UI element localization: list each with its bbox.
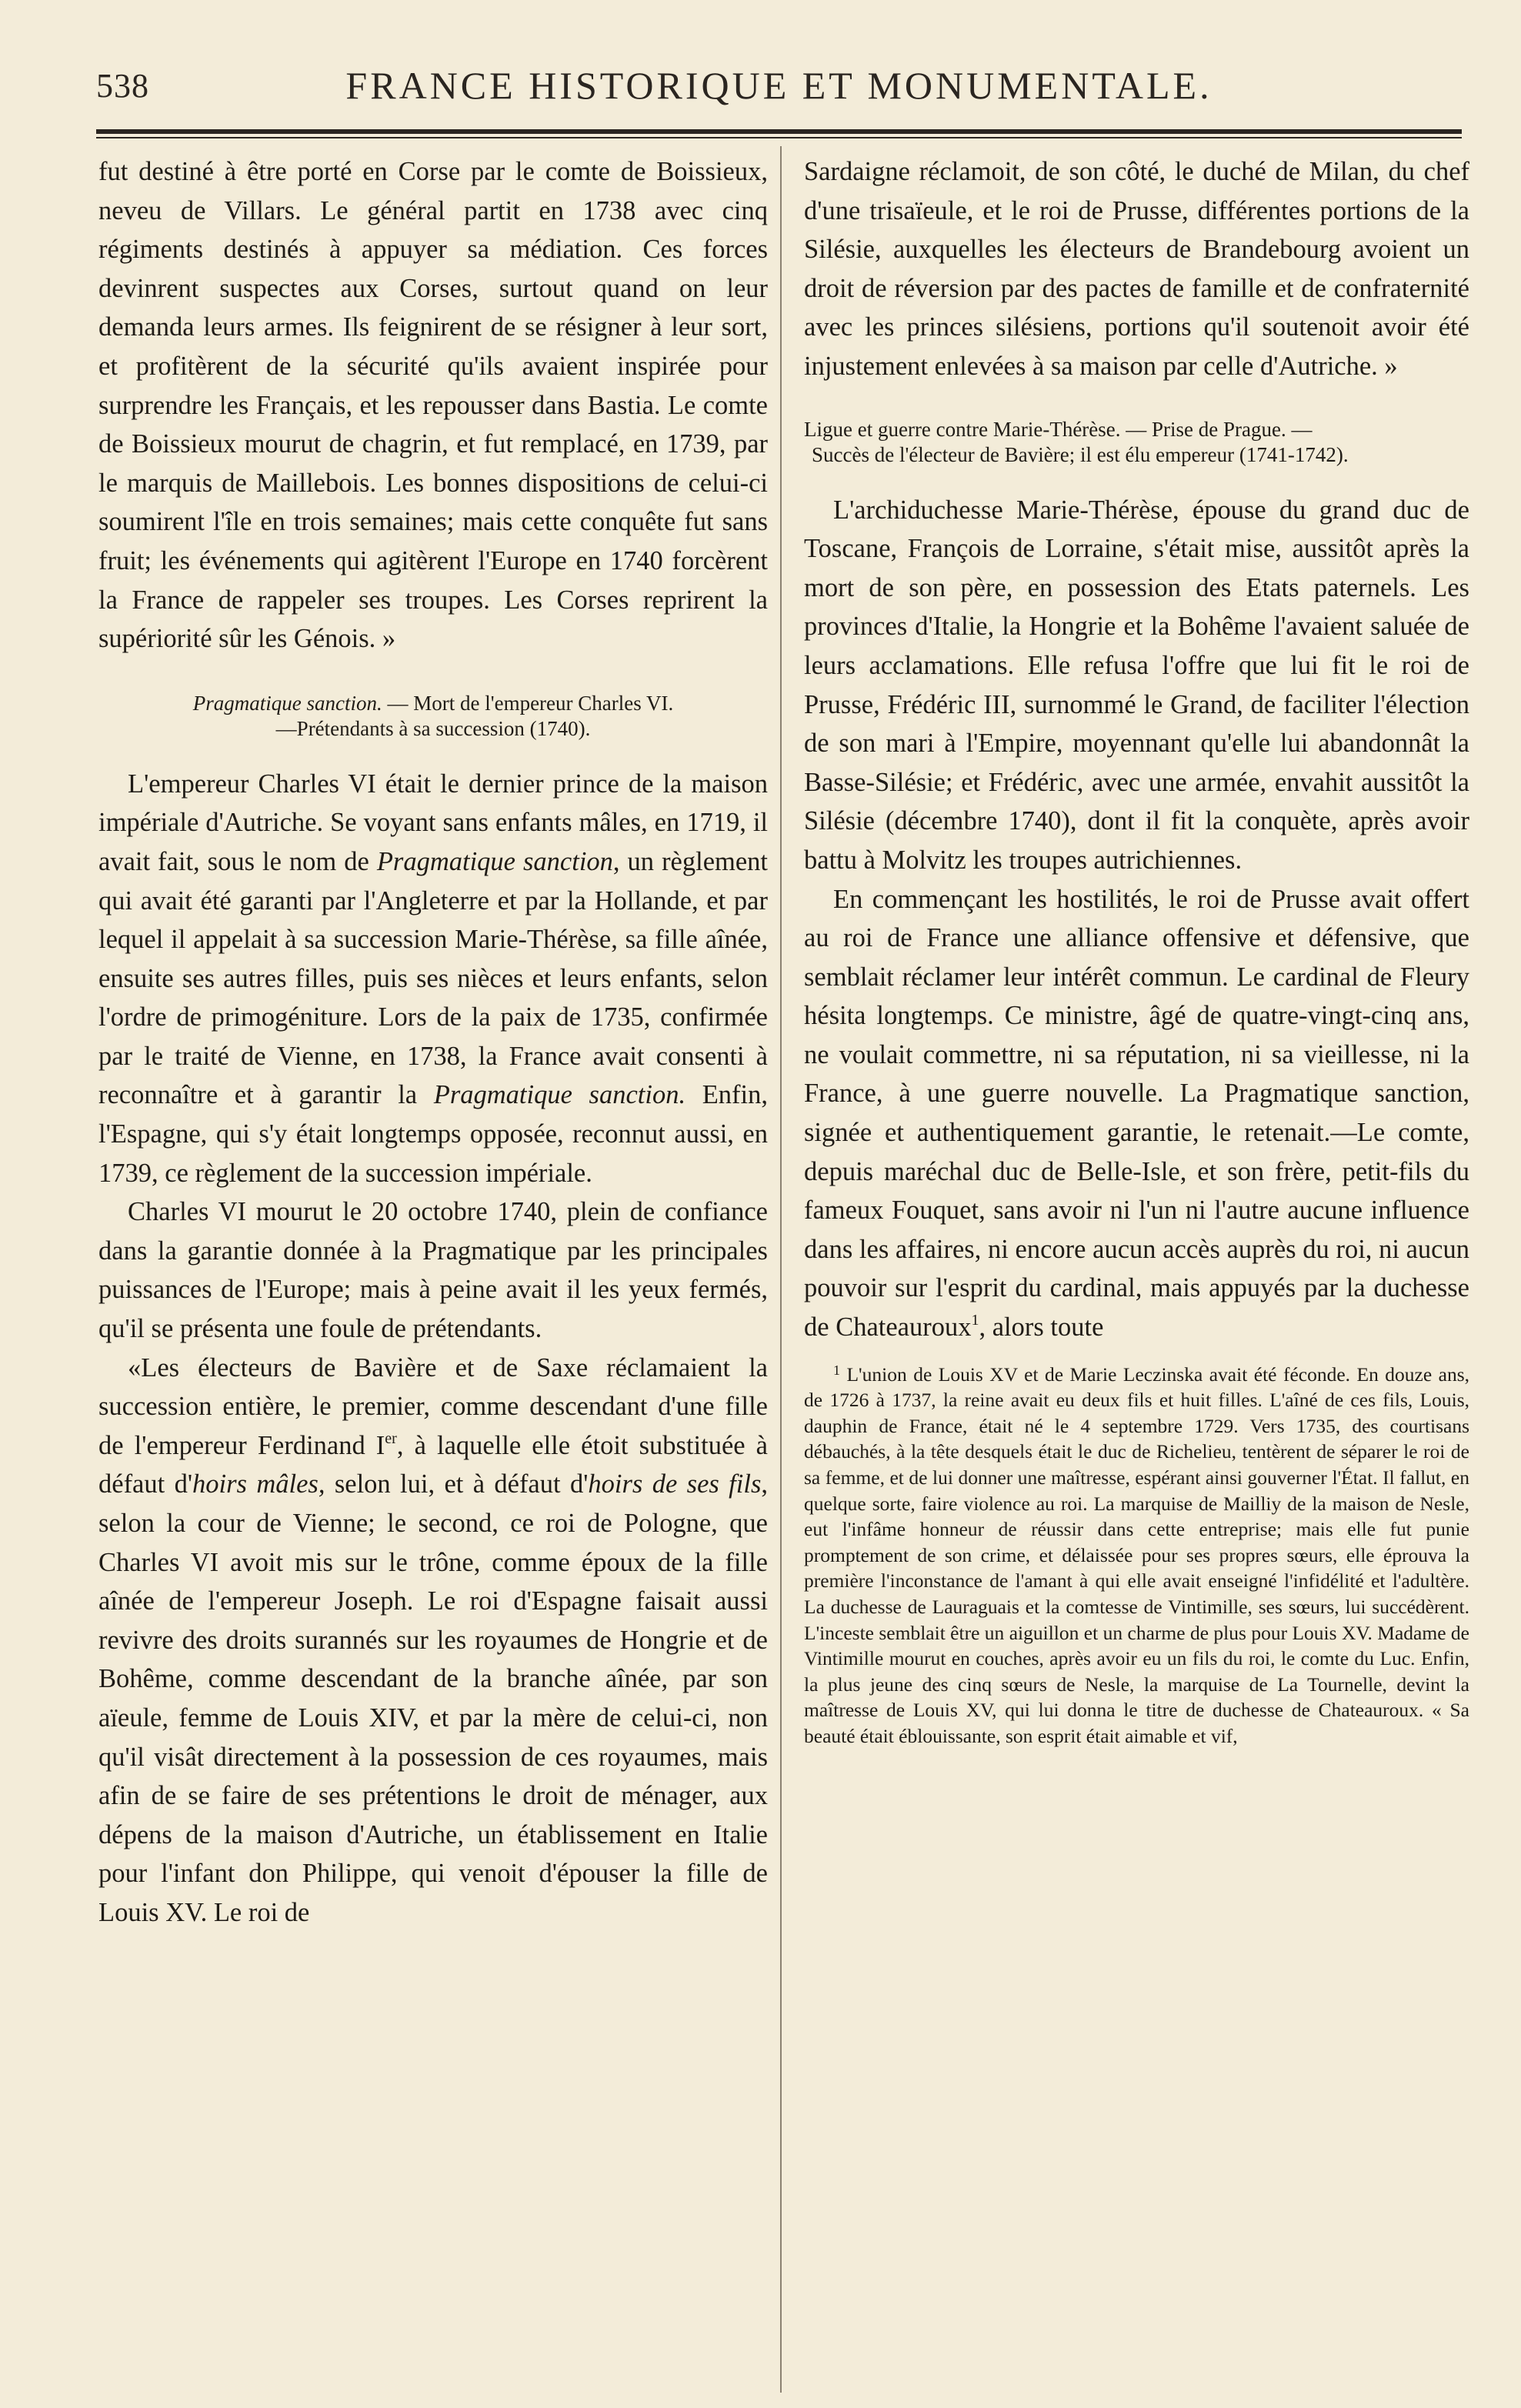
right-paragraph-3 [804,880,1469,1347]
right-paragraph-2: L'archiduchesse Marie-Thérèse, épouse du grand duc de Toscane, François de Lorraine, s'était mise, aussitôt après la mort de son père, en possession des Etats paternels. Les provinces d'Italie, la Hongrie et la Bohême l'avaient saluée de leurs acclamations. Elle refusa l'offre que lui fit le roi de Prusse, Frédéric III, surnommé le Grand, de faciliter l'élection de son mari à l'Empire, moyennant qu'elle lui abandonnât la Basse-Silésie; et Frédéric, avec une armée, envahit aussitôt la Silésie (décembre 1740), dont il fit la conquète, après avoir battu à Molvitz les troupes autrichiennes. [804,495,1469,875]
footnote-mark: 1 [833,1362,840,1378]
footnote-ref: 1 [971,1312,979,1329]
text-run: selon lui, et à défaut d' [325,1469,589,1499]
left-paragraph-2 [98,765,768,1193]
column-divider [780,146,782,2393]
section-heading-line2: —Prétendants à sa succession (1740). [275,716,591,740]
header-rule-thick [96,129,1462,134]
section-heading-rest: — Mort de l'empereur Charles VI. [382,691,674,715]
left-paragraph-3: Charles VI mourut le 20 octobre 1740, plein de confiance dans la garantie donnée à la Pragmatique par les principales puissances de l'Europe; mais à peine avait il les yeux fermés, qu'il se présenta une foule de prétendants. [98,1197,768,1344]
left-paragraph-1: fut destiné à être porté en Corse par le comte de Boissieux, neveu de Villars. Le général partit en 1738 avec cinq régiments destinés à appuyer sa médiation. Ces forces devinrent suspectes aux Corses, surtout quand on leur demanda leurs armes. Ils feignirent de se résigner à leur sort, et profitèrent de la sécurité qu'ils avaient inspirée pour surprendre les Français, et les repousser dans Bastia. Le comte de Boissieux mourut de chagrin, et fut remplacé, en 1739, par le marquis de Maillebois. Les bonnes dispositions de celui-ci soumirent l'île en trois semaines; mais cette conquête fut sans fruit; les événements qui agitèrent l'Europe en 1740 forcèrent la France de rappeler ses troupes. Les Corses reprirent la supériorité sûr les Génois. » [98,157,768,654]
text-run: L'empereur Charles VI était le dernier prince de la maison impériale d'Autriche. Se voyant sans enfants mâles, en 1719, il avait fait, sous le nom de [98,769,768,876]
text-run: , selon la cour de Vienne; le second, ce roi de Pologne, que Charles VI avoit mis sur le trône, comme époux de la fille aînée de l'empereur Joseph. Le roi d'Espagne faisait aussi revivre des droits surannés sur les royaumes de Hongrie et de Bohême, comme descendant de la branche aînée, par son aïeule, femme de Louis XIV, et par la mère de celui-ci, non qu'il visât directement à la possession de ces royaumes, mais afin de se faire de ses prétentions le droit de ménager, aux dépens de la maison d'Autriche, un établissement en Italie pour l'infant don Philippe, qui venoit d'épouser la fille de Louis XV. Le roi de [98,1469,768,1927]
section-heading-pragmatique [98,691,768,742]
right-column [804,152,1469,1749]
text-run-italic: hoirs de ses fils [588,1469,762,1499]
header-rule-thin [96,137,1462,138]
text-run-italic: Pragmatique sanction. [433,1080,686,1110]
text-run-italic: Pragmatique sanction [376,846,613,876]
right-paragraph-1: Sardaigne réclamoit, de son côté, le duché de Milan, du chef d'une trisaïeule, et le roi de Prusse, différentes portions de la Silésie, auxquelles les électeurs de Brandebourg avoient un droit de réversion par des pactes de famille et de confraternité avec les princes silésiens, portions qu'il soutenoit avoir été injustement enlevées à sa maison par celle d'Autriche. » [804,157,1469,381]
page-header [96,60,1462,114]
section-heading-ligue [804,417,1469,468]
left-column [98,152,768,1933]
text-run: En commençant les hostilités, le roi de Prusse avait offert au roi de France une alliance offensive et défensive, que semblait réclamer leur intérêt commun. Le cardinal de Fleury hésita longtemps. Ce ministre, âgé de quatre-vingt-cinq ans, ne voulait commettre, ni sa réputation, ni sa vieillesse, ni la France, à une guerre nouvelle. La Pragmatique sanction, signée et authentiquement garantie, le retenait.—Le comte, depuis maréchal duc de Belle-Isle, et son frère, petit-fils du fameux Fouquet, sans avoir ni l'un ni l'autre aucune influence dans les affaires, ni encore aucun accès auprès du roi, ni aucun pouvoir sur l'esprit du cardinal, mais appuyés par la duchesse de Chateauroux [804,884,1469,1342]
page-number: 538 [96,67,149,105]
text-run: Enfin, l'Espagne, qui s'y était longtemps opposée, reconnut aussi, en 1739, ce règlement de la succession impériale. [98,1080,768,1188]
text-run: , à laquelle elle étoit substituée à défaut d' [98,1430,768,1499]
text-run: , alors toute [979,1312,1104,1342]
running-title: FRANCE HISTORIQUE ET MONUMENTALE. [345,64,1212,107]
text-run: , un règlement qui avait été garanti par l'Angleterre et par la Hollande, et par lequel il appelait à sa succession Marie-Thérèse, sa fille aînée, ensuite ses autres filles, puis ses nièces et leurs enfants, selon l'ordre de primogéniture. Lors de la paix de 1735, confirmée par le traité de Vienne, en 1738, la France avait consenti à reconnaître et à garantir la [98,846,768,1110]
section-heading-line1: Ligue et guerre contre Marie-Thérèse. — Prise de Prague. — [804,417,1313,441]
superscript: er [385,1429,397,1447]
footnote [804,1358,1469,1749]
text-run-italic: hoirs mâles, [192,1469,325,1499]
left-paragraph-4 [98,1349,768,1933]
section-heading-line2: Succès de l'électeur de Bavière; il est élu empereur (1741-1742). [812,442,1349,466]
footnote-text: L'union de Louis XV et de Marie Leczinska avait été féconde. En douze ans, de 1726 à 1737, la reine avait eu deux fils et huit filles. L'aîné de ces fils, Louis, dauphin de France, était né le 4 septembre 1729. Vers 1735, des courtisans débauchés, à la tête desquels était le duc de Richelieu, tentèrent de séparer le roi de sa femme, et de lui donner une maîtresse, espérant ainsi gouverner l'État. Il fallut, en quelque sorte, faire violence au roi. La marquise de Mailliy de la maison de Nesle, eut l'infâme honneur de réussir dans cette entreprise; mais elle fut punie promptement de son crime, et délaissée pour ses propres sœurs, elle éprouva la première l'inconstance de l'amant à qui elle avait enseigné l'infidélité et l'adultère. La duchesse de Lauraguais et la comtesse de Vintimille, ses sœurs, lui succédèrent. L'inceste semblait être un aiguillon et un charme de plus pour Louis XV. Madame de Vintimille mourut en couches, après avoir eu un fils du roi, le comte du Luc. Enfin, la plus jeune des cinq sœurs de Nesle, la marquise de La Tournelle, devint la maîtresse de Louis XV, qui lui donna le titre de duchesse de Chateauroux. « Sa beauté était éblouissante, son esprit était aimable et vif, [804,1362,1470,1747]
text-run: «Les électeurs de Bavière et de Saxe réclamaient la succession entière, le premier, comme descendant d'une fille de l'empereur Ferdinand I [98,1352,768,1460]
section-heading-italic: Pragmatique sanction. [192,691,382,715]
